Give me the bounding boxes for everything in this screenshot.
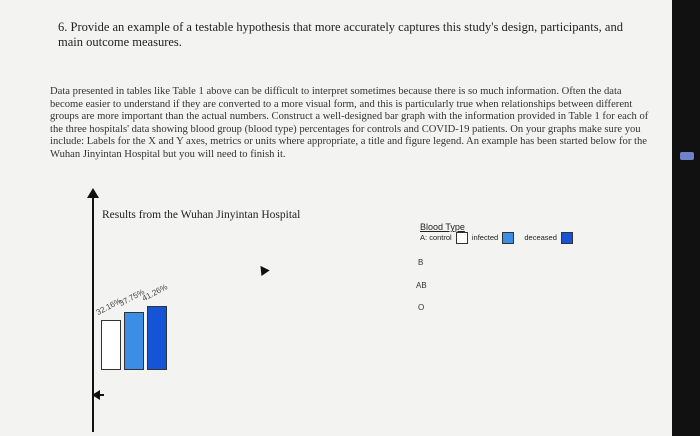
faded-header-text <box>360 0 672 9</box>
question-6-text: 6. Provide an example of a testable hypothesis that more accurately captures this study's design, participants, and main outcome measures. <box>58 20 623 49</box>
legend-control-label: control <box>429 232 452 242</box>
infected-bar <box>124 312 144 371</box>
legend-title: Blood Type <box>420 222 465 232</box>
legend-row-a <box>420 232 575 244</box>
blood-type-ab-label: AB <box>416 281 427 290</box>
x-axis <box>94 394 104 396</box>
legend-row-label: A: <box>420 232 428 242</box>
deceased-value-label: 41.26% <box>140 282 169 304</box>
control-bar <box>101 320 121 370</box>
chart-title: Results from the Wuhan Jinyintan Hospital <box>102 209 301 221</box>
blood-type-b-label: B <box>418 258 424 267</box>
blood-type-o-label: O <box>418 303 425 312</box>
infected-value-label: 37.75% <box>117 287 146 309</box>
legend-infected-label: infected <box>471 232 499 242</box>
legend-infected-swatch <box>502 232 514 244</box>
control-value-label: 32.16% <box>94 296 123 318</box>
legend-deceased-label: deceased <box>524 232 557 242</box>
pen-arrow-mark <box>256 263 269 276</box>
screen-edge-indicator <box>680 152 694 160</box>
legend-control-swatch <box>456 232 468 244</box>
instructions-paragraph: Data presented in tables like Table 1 above can be difficult to interpret sometimes because there is so much information. Often the data become easier to understand if they are converted to a more visual form, and this is particularly true when relationships between different groups are more important than the actual numbers. Construct a well-designed bar graph with the information provided in Table 1 for each of the three hospitals' data showing blood group (blood type) percentages for controls and COVID-19 patients. On your graphs make sure you include: Labels for the X and Y axes, metrics or units where appropriate, a title and figure legend. An example has been started below for the Wuhan Jinyintan Hospital but you will need to finish it. <box>50 86 649 160</box>
screen-edge <box>672 0 700 436</box>
deceased-bar <box>147 306 167 370</box>
legend-deceased-swatch <box>561 232 573 244</box>
